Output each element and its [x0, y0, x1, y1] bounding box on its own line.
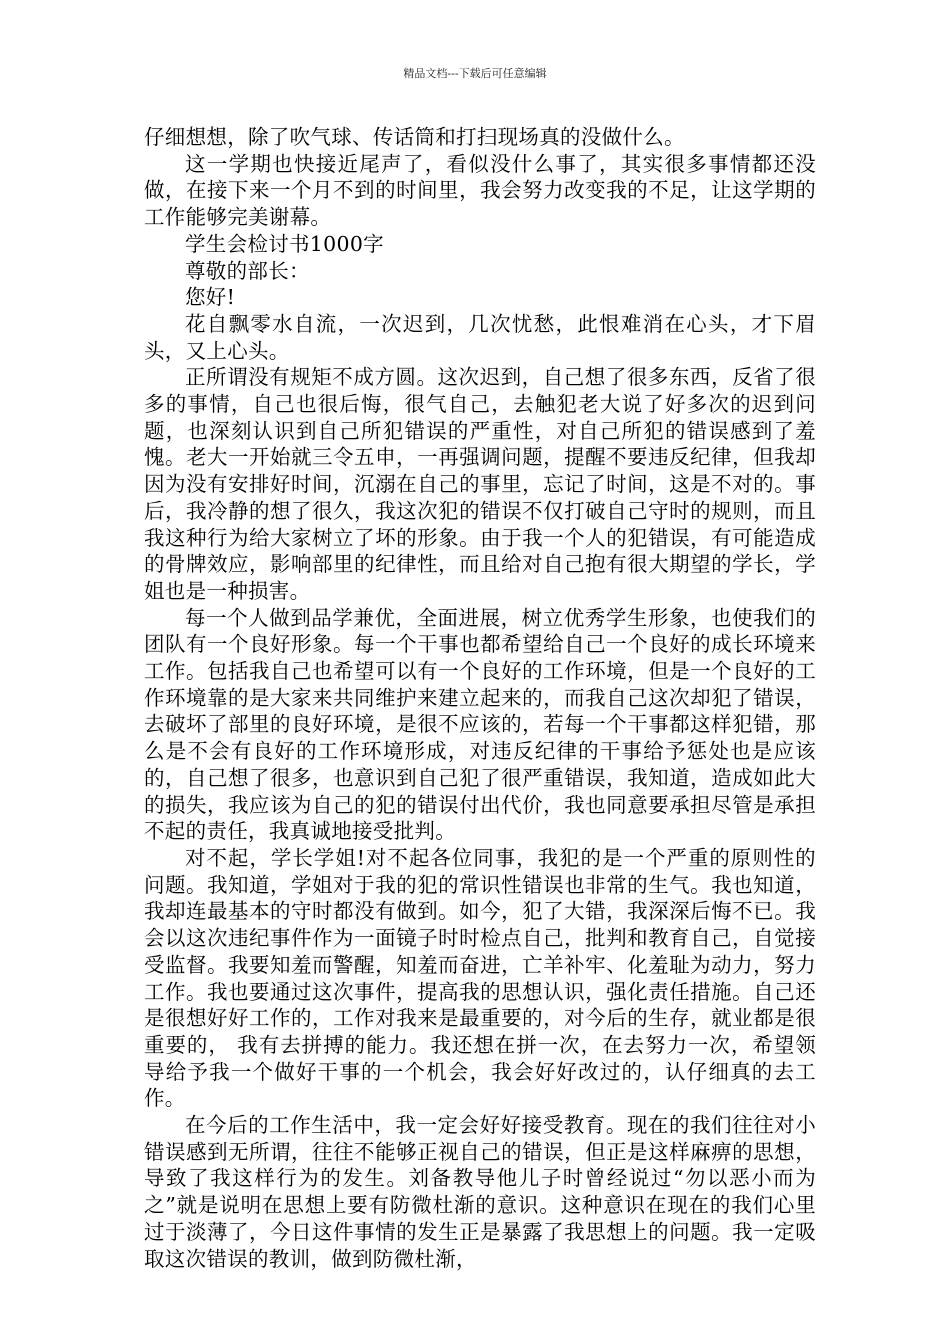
paragraph: 每一个人做到品学兼优，全面进展，树立优秀学生形象，也使我们的团队有一个良好形象。每一个干事也都希望给自己一个良好的成长环境来工作。包括我自己也希望可以有一个良好的工作环境，但是一个良好的工作环境靠的是大家来共同维护来建立起来的，而我自己这次却犯了错误，去破坏了部里的良好环境，是很不应该的，若每一个干事都这样犯错，那么是不会有良好的工作环境形成，对违反纪律的干事给予惩处也是应该的，自己想了很多，也意识到自己犯了很严重错误，我知道，造成如此大的损失，我应该为自己的犯的错误付出代价，我也同意要承担尽管是承担不起的责任，我真诚地接受批判。 [144, 605, 816, 844]
salutation: 尊敬的部长： [185, 258, 310, 283]
paragraph: 在今后的工作生活中，我一定会好好接受教育。现在的我们往往对小错误感到无所谓，往往不能够正视自己的错误，但正是这样麻痹的思想，导致了我这样行为的发生。刘备教导他儿子时曾经说过“勿以恶小而为之”就是说明在思想上要有防微杜渐的意识。这种意识在现在的我们心里过于淡薄了，今日这件事情的发生正是暴露了我思想上的问题。我一定吸取这次错误的教训，做到防微杜渐， [144, 1113, 816, 1271]
paragraph: 正所谓没有规矩不成方圆。这次迟到，自己想了很多东西，反省了很多的事情，自己也很后悔，很气自己，去触犯老大说了好多次的迟到问题，也深刻认识到自己所犯错误的严重性，对自己所犯的错误感到了羞愧。老大一开始就三令五申，一再强调问题，提醒不要违反纪律，但我却因为没有安排好时间，沉溺在自己的事里，忘记了时间，这是不对的。事后，我冷静的想了很久，我这次犯的错误不仅打破自己守时的规则，而且我这种行为给大家树立了坏的形象。由于我一个人的犯错误，有可能造成的骨牌效应，影响部里的纪律性，而且给对自己抱有很大期望的学长，学姐也是一种损害。 [144, 365, 816, 603]
paragraph: 对不起，学长学姐!对不起各位同事，我犯的是一个严重的原则性的问题。我知道，学姐对于我的犯的常识性错误也非常的生气。我也知道，我却连最基本的守时都没有做到。如今，犯了大错，我深深后悔不已。我会以这次违纪事件作为一面镜子时时检点自己，批判和教育自己，自觉接受监督。我要知羞而警醒，知羞而奋进，亡羊补牢、化羞耻为动力，努力工作。我也要通过这次事件，提高我的思想认识，强化责任措施。自己还是很想好好工作的，工作对我来是最重要的，对今后的生存，就业都是很重要的， 我有去拼搏的能力。我还想在拼一次，在去努力一次，希望领导给予我一个做好干事的一个机会，我会好好改过的，认仔细真的去工作。 [144, 845, 816, 1111]
page-header: 精品文档---下载后可任意编辑 [403, 67, 547, 80]
greeting: 您好! [185, 285, 236, 310]
paragraph: 花自飘零水自流，一次迟到，几次忧愁，此恨难消在心头，才下眉头，又上心头。 [144, 311, 816, 363]
paragraph: 仔细想想，除了吹气球、传话筒和打扫现场真的没做什么。 [144, 125, 685, 149]
document-body [144, 124, 816, 1272]
paragraph: 这一学期也快接近尾声了，看似没什么事了，其实很多事情都还没做，在接下来一个月不到的时间里，我会努力改变我的不足，让这学期的工作能够完美谢幕。 [144, 151, 816, 230]
section-title: 学生会检讨书1000字 [185, 231, 384, 256]
